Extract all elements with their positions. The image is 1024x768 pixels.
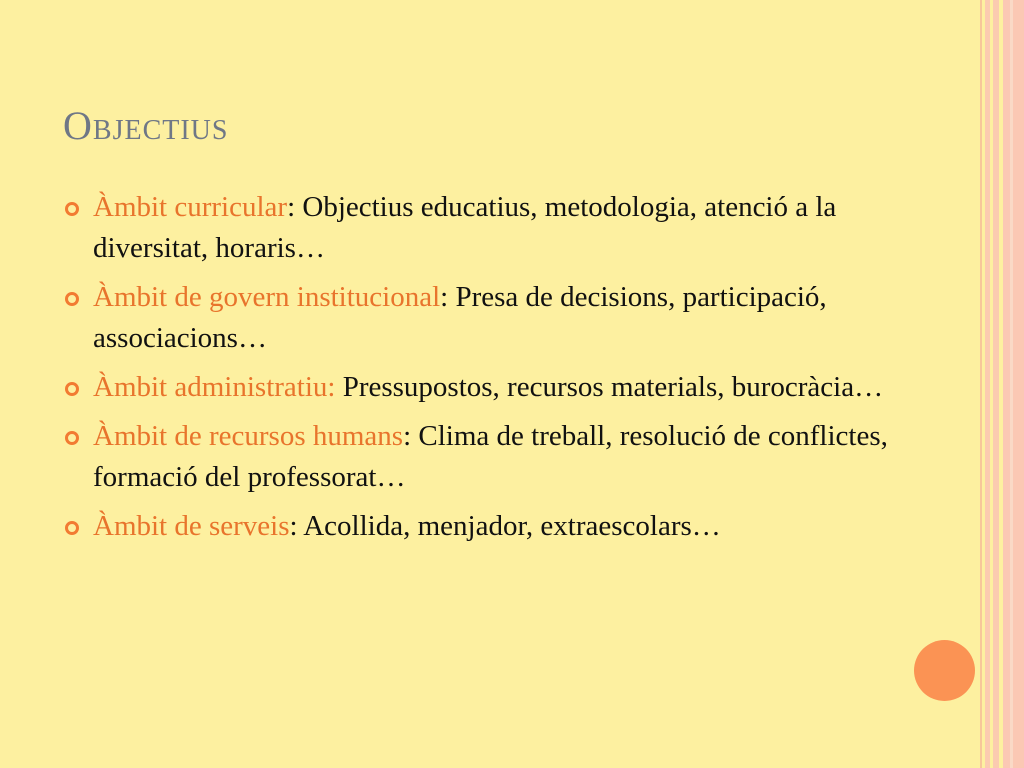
bullet-heading: Àmbit administratiu: [93,371,336,403]
decorative-stripe [993,0,999,768]
bullet-list [63,187,893,555]
list-item [63,506,893,547]
list-item [63,367,893,408]
ring-bullet-icon [65,382,79,396]
decorative-stripe [985,0,990,768]
list-item [63,416,893,498]
ring-bullet-icon [65,202,79,216]
bullet-heading: Àmbit curricular [93,191,288,223]
ring-bullet-icon [65,292,79,306]
bullet-text: Pressupostos, recursos materials, burocràcia… [335,371,884,403]
bullet-heading: Àmbit de govern institucional [93,281,441,313]
bullet-text: : Objectius educatius, metodologia, atenció a la diversitat, horaris… [93,191,837,264]
ring-bullet-icon [65,431,79,445]
decorative-orange-circle [914,640,975,701]
bullet-text: : Clima de treball, resolució de conflictes, formació del professorat… [93,420,888,493]
bullet-text: : Acollida, menjador, extraescolars… [289,510,721,542]
decorative-stripe [980,0,982,768]
bullet-heading: Àmbit de serveis [93,510,290,542]
bullet-heading: Àmbit de recursos humans [93,420,404,452]
slide-title: Objectius [63,103,229,148]
ring-bullet-icon [65,521,79,535]
list-item [63,187,893,269]
decorative-stripe [1003,0,1024,768]
list-item [63,277,893,359]
bullet-text: : Presa de decisions, participació, associacions… [93,281,827,354]
decorative-stripe [1010,0,1013,768]
